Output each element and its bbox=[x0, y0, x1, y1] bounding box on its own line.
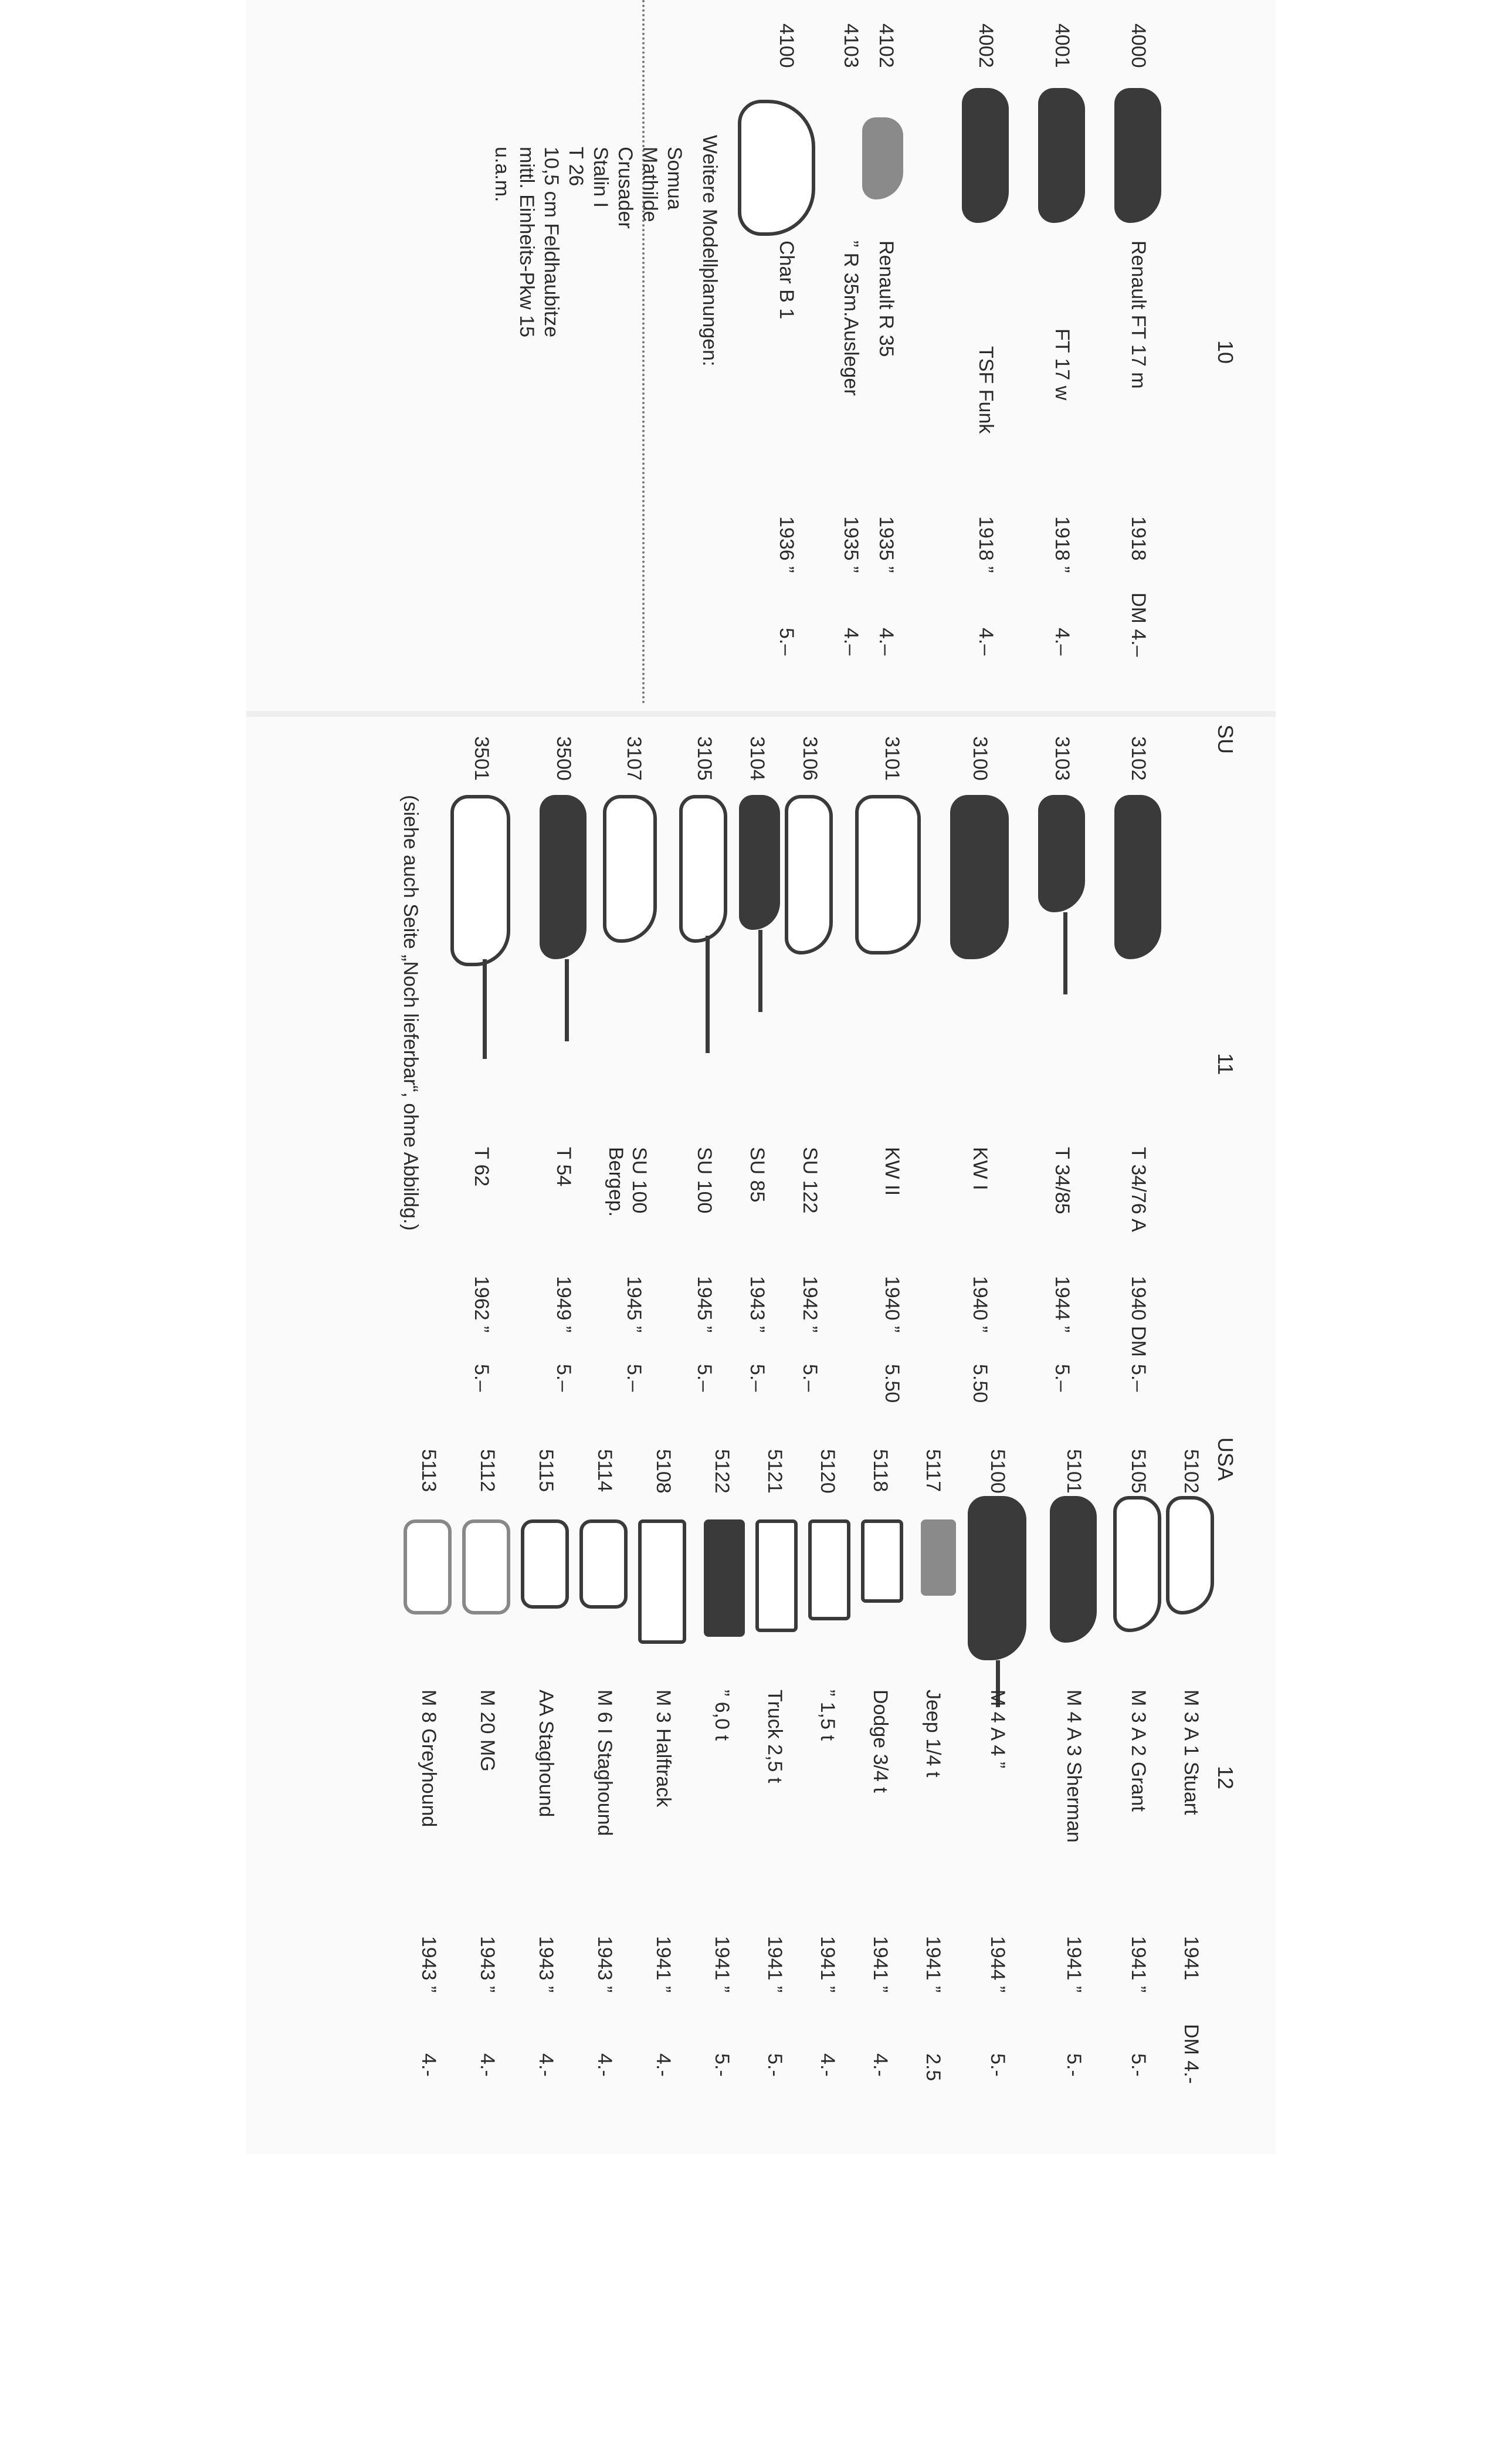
truck-icon bbox=[808, 1519, 850, 1620]
item-number: 5113 bbox=[418, 1449, 440, 1492]
item-year: 1941 ” bbox=[1063, 1936, 1085, 1993]
further-models-heading: Weitere Modellplanungen: bbox=[699, 135, 721, 367]
tank-icon bbox=[785, 795, 833, 955]
country-label: USA bbox=[1213, 1437, 1238, 1481]
item-number: 3101 bbox=[881, 736, 903, 781]
item-year: 1962 ” bbox=[470, 1276, 493, 1333]
item-year: 1941 bbox=[1180, 1936, 1202, 1981]
page-number: 12 bbox=[1213, 1766, 1238, 1790]
item-price: 5.- bbox=[764, 2053, 786, 2077]
item-price: 5.– bbox=[693, 1364, 716, 1392]
tank-icon bbox=[950, 795, 1009, 959]
tank-icon bbox=[738, 100, 815, 236]
item-number: 3107 bbox=[623, 736, 645, 781]
item-price: 5.– bbox=[1051, 1364, 1073, 1392]
further-model: Somua bbox=[663, 147, 686, 210]
item-name: TSF Funk bbox=[975, 346, 997, 434]
item-price: 4.– bbox=[975, 628, 997, 656]
gun-barrel bbox=[565, 959, 569, 1041]
item-year: 1943 ” bbox=[535, 1936, 557, 1993]
item-year: 1941 ” bbox=[816, 1936, 839, 1993]
item-name: M 4 A 3 Sherman bbox=[1063, 1690, 1085, 1843]
item-name: FT 17 w bbox=[1051, 329, 1073, 401]
item-year: 1942 ” bbox=[799, 1276, 821, 1333]
item-number: 5100 bbox=[987, 1449, 1009, 1494]
item-year: 1940 DM bbox=[1127, 1276, 1150, 1357]
item-number: 5108 bbox=[652, 1449, 674, 1494]
further-model: Crusader bbox=[614, 147, 636, 229]
item-name: T 62 bbox=[470, 1147, 493, 1187]
further-model: 10,5 cm Feldhaubitze bbox=[540, 147, 562, 338]
item-price: 5.– bbox=[799, 1364, 821, 1392]
item-price: 5.- bbox=[1127, 2053, 1150, 2077]
item-name: T 34/76 A bbox=[1127, 1147, 1150, 1232]
item-name: M 20 MG bbox=[476, 1690, 499, 1772]
footnote: (siehe auch Seite „Noch lieferbar“, ohne Abbildg.) bbox=[399, 795, 422, 1231]
item-year: 1918 ” bbox=[975, 516, 997, 573]
item-number: 5112 bbox=[476, 1449, 499, 1492]
item-number: 4001 bbox=[1051, 23, 1073, 68]
tank-icon bbox=[1166, 1496, 1214, 1615]
item-price: 4.- bbox=[594, 2053, 616, 2077]
item-year: 1943 ” bbox=[476, 1936, 499, 1993]
item-price: 4.– bbox=[875, 628, 897, 656]
item-price: 5.- bbox=[1063, 2053, 1085, 2077]
item-price: 4.– bbox=[840, 628, 862, 656]
item-number: 4000 bbox=[1127, 23, 1150, 68]
item-year: 1945 ” bbox=[623, 1276, 645, 1333]
tank-icon bbox=[1038, 795, 1085, 912]
item-year: 1941 ” bbox=[1127, 1936, 1150, 1993]
tank-icon bbox=[862, 117, 903, 199]
gun-barrel bbox=[483, 959, 487, 1059]
item-price: 5.– bbox=[552, 1364, 575, 1392]
item-number: 5102 bbox=[1180, 1449, 1202, 1494]
further-model: mittl. Einheits-Pkw 15 bbox=[516, 147, 538, 337]
item-number: 3104 bbox=[746, 736, 768, 781]
item-name: Renault FT 17 m bbox=[1127, 241, 1150, 389]
item-price: 4.- bbox=[652, 2053, 674, 2077]
jeep-icon bbox=[921, 1519, 956, 1596]
item-number: 4103 bbox=[840, 23, 862, 68]
item-price: 5.50 bbox=[969, 1364, 991, 1403]
item-name: ” 1,5 t bbox=[816, 1690, 839, 1741]
truck-icon bbox=[704, 1519, 745, 1637]
armored-car-icon bbox=[579, 1519, 628, 1609]
item-year: 1941 ” bbox=[711, 1936, 733, 1993]
item-number: 5117 bbox=[922, 1449, 944, 1492]
item-year: 1936 ” bbox=[775, 516, 798, 573]
item-number: 5122 bbox=[711, 1449, 733, 1494]
item-price: 2.5 bbox=[922, 2053, 944, 2081]
item-name: SU 85 bbox=[746, 1147, 768, 1203]
item-year: 1941 ” bbox=[652, 1936, 674, 1993]
item-number: 5115 bbox=[535, 1449, 557, 1492]
item-name: Jeep 1/4 t bbox=[922, 1690, 944, 1778]
item-year: 1941 ” bbox=[764, 1936, 786, 1993]
page-fold bbox=[246, 711, 1276, 717]
item-year: 1941 ” bbox=[869, 1936, 891, 1993]
item-name: KW II bbox=[881, 1147, 903, 1196]
item-name: Char B 1 bbox=[775, 241, 798, 320]
item-number: 3105 bbox=[693, 736, 716, 781]
item-number: 5120 bbox=[816, 1449, 839, 1494]
item-name: ” R 35m.Ausleger bbox=[840, 241, 862, 396]
item-year: 1935 ” bbox=[875, 516, 897, 573]
item-number: 4002 bbox=[975, 23, 997, 68]
item-name: AA Staghound bbox=[535, 1690, 557, 1817]
item-name: KW I bbox=[969, 1147, 991, 1190]
item-name: M 8 Greyhound bbox=[418, 1690, 440, 1827]
item-price: DM 4.– bbox=[1127, 593, 1150, 657]
item-number: 3100 bbox=[969, 736, 991, 781]
item-number: 3102 bbox=[1127, 736, 1150, 781]
item-name: Truck 2,5 t bbox=[764, 1690, 786, 1783]
item-number: 5114 bbox=[594, 1449, 616, 1492]
truck-icon bbox=[861, 1519, 903, 1603]
item-price: 5.– bbox=[1127, 1364, 1150, 1392]
item-price: 5.- bbox=[711, 2053, 733, 2077]
item-price: 5.– bbox=[746, 1364, 768, 1392]
tank-icon bbox=[968, 1496, 1026, 1660]
item-number: 3103 bbox=[1051, 736, 1073, 781]
item-number: 5121 bbox=[764, 1449, 786, 1494]
item-name: SU 100 bbox=[693, 1147, 716, 1214]
tank-icon bbox=[962, 88, 1009, 223]
item-number: 3106 bbox=[799, 736, 821, 781]
item-price: 4.- bbox=[418, 2053, 440, 2077]
item-year: 1949 ” bbox=[552, 1276, 575, 1333]
item-name: M 4 A 4 ” bbox=[987, 1690, 1009, 1769]
item-name: M 3 Halftrack bbox=[652, 1690, 674, 1808]
item-price: 4.- bbox=[869, 2053, 891, 2077]
item-price: 5.– bbox=[775, 628, 798, 656]
item-name: M 6 I Staghound bbox=[594, 1690, 616, 1836]
item-name: M 3 A 2 Grant bbox=[1127, 1690, 1150, 1812]
halftrack-icon bbox=[638, 1519, 686, 1644]
item-year: 1943 ” bbox=[746, 1276, 768, 1333]
item-name: Renault R 35 bbox=[875, 241, 897, 357]
item-name: Dodge 3/4 t bbox=[869, 1690, 891, 1793]
gun-barrel bbox=[1063, 912, 1067, 994]
gun-barrel bbox=[706, 936, 710, 1053]
item-year: 1918 bbox=[1127, 516, 1150, 561]
tank-icon bbox=[855, 795, 921, 955]
item-number: 5105 bbox=[1127, 1449, 1150, 1494]
armored-car-icon bbox=[521, 1519, 569, 1609]
item-number: 3501 bbox=[470, 736, 493, 781]
tank-icon bbox=[1114, 88, 1161, 223]
tank-icon bbox=[540, 795, 587, 959]
item-year: 1935 ” bbox=[840, 516, 862, 573]
further-model: Mathilde bbox=[639, 147, 661, 222]
item-name: SU 100 Bergep. bbox=[605, 1147, 650, 1217]
page-number: 10 bbox=[1213, 340, 1238, 364]
tank-icon bbox=[1050, 1496, 1097, 1643]
tank-icon bbox=[739, 795, 780, 930]
item-price: DM 4.- bbox=[1180, 2024, 1202, 2084]
tank-icon bbox=[1114, 795, 1161, 959]
tank-icon bbox=[679, 795, 727, 943]
further-model: T 26 bbox=[565, 147, 587, 187]
item-year: 1944 ” bbox=[1051, 1276, 1073, 1333]
armored-car-icon bbox=[462, 1519, 510, 1615]
further-model: Stalin I bbox=[589, 147, 612, 208]
item-number: 5101 bbox=[1063, 1449, 1085, 1494]
item-name: ” 6,0 t bbox=[711, 1690, 733, 1741]
country-label: SU bbox=[1213, 725, 1238, 754]
item-number: 4102 bbox=[875, 23, 897, 68]
item-year: 1940 ” bbox=[969, 1276, 991, 1333]
item-year: 1940 ” bbox=[881, 1276, 903, 1333]
armored-car-icon bbox=[404, 1519, 452, 1615]
item-price: 5.– bbox=[623, 1364, 645, 1392]
page-number: 11 bbox=[1213, 1053, 1238, 1075]
tank-icon bbox=[1038, 88, 1085, 223]
item-year: 1943 ” bbox=[594, 1936, 616, 1993]
item-year: 1943 ” bbox=[418, 1936, 440, 1993]
item-number: 4100 bbox=[775, 23, 798, 68]
gun-barrel bbox=[758, 930, 762, 1012]
item-number: 5118 bbox=[869, 1449, 891, 1492]
item-price: 4.- bbox=[816, 2053, 839, 2077]
item-name: T 54 bbox=[552, 1147, 575, 1187]
tank-icon bbox=[450, 795, 510, 966]
item-price: 5.- bbox=[987, 2053, 1009, 2077]
item-name: M 3 A 1 Stuart bbox=[1180, 1690, 1202, 1815]
item-year: 1945 ” bbox=[693, 1276, 716, 1333]
further-model: u.a.m. bbox=[491, 147, 513, 202]
item-name: T 34/85 bbox=[1051, 1147, 1073, 1214]
item-price: 4.- bbox=[476, 2053, 499, 2077]
item-name: SU 122 bbox=[799, 1147, 821, 1214]
item-year: 1941 ” bbox=[922, 1936, 944, 1993]
truck-icon bbox=[755, 1519, 798, 1632]
item-price: 4.– bbox=[1051, 628, 1073, 656]
item-year: 1918 ” bbox=[1051, 516, 1073, 573]
item-year: 1944 ” bbox=[987, 1936, 1009, 1993]
item-price: 4.- bbox=[535, 2053, 557, 2077]
item-number: 3500 bbox=[552, 736, 575, 781]
item-price: 5.50 bbox=[881, 1364, 903, 1403]
tank-icon bbox=[1113, 1496, 1161, 1632]
tank-icon bbox=[603, 795, 657, 943]
item-price: 5.– bbox=[470, 1364, 493, 1392]
